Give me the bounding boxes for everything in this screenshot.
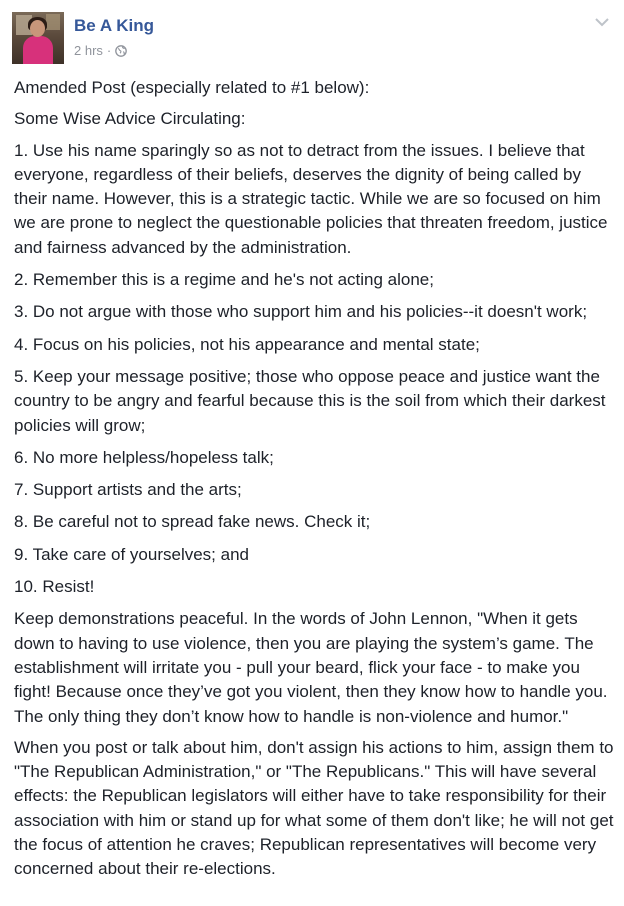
avatar[interactable] bbox=[12, 12, 64, 64]
advice-item-2: 2. Remember this is a regime and he's not acting alone; bbox=[14, 270, 434, 290]
advice-item-6: 6. No more helpless/hopeless talk; bbox=[14, 447, 274, 467]
meta-separator: · bbox=[106, 43, 112, 58]
advice-item-3: 3. Do not argue with those who support him and his policies--it doesn't work; bbox=[14, 302, 588, 322]
final-paragraph: When you post or talk about him, don't assign his actions to him, assign them to "The Republican Administration," or "The Republicans." This will have several effects: the Republican legislators will either have to take responsibility for their association with him or stand up for what some of them don't like; he will not get the focus of attention he craves; Republican representatives will become very concerned about their re-elections. bbox=[14, 737, 614, 879]
advice-item-1: 1. Use his name sparingly so as not to detract from the issues. I believe that everyone, regardless of their beliefs, deserves the dignity of being called by their name. However, this is a strategic tactic. While we are so focused on him we are prone to neglect the questionable policies that threaten freedom, justice and fairness advanced by the administration. bbox=[14, 140, 608, 257]
post-header bbox=[12, 12, 612, 64]
post-timestamp[interactable]: 2 hrs bbox=[74, 43, 103, 58]
advice-item-4: 4. Focus on his policies, not his appearance and mental state; bbox=[14, 334, 480, 354]
post-subtitle: Some Wise Advice Circulating: bbox=[14, 109, 246, 129]
advice-item-10: 10. Resist! bbox=[14, 577, 95, 597]
post-meta bbox=[74, 43, 127, 58]
advice-item-5: 5. Keep your message positive; those who oppose peace and justice want the country to be angry and fearful because this is the soil from which their darkest policies will grow; bbox=[14, 366, 606, 435]
advice-item-8: 8. Be careful not to spread fake news. Check it; bbox=[14, 512, 371, 532]
post-body bbox=[14, 76, 614, 889]
advice-item-9: 9. Take care of yourselves; and bbox=[14, 544, 249, 564]
globe-icon[interactable] bbox=[115, 45, 127, 57]
advice-item-7: 7. Support artists and the arts; bbox=[14, 480, 242, 500]
post-intro: Amended Post (especially related to #1 below): bbox=[14, 78, 370, 97]
lennon-paragraph: Keep demonstrations peaceful. In the words of John Lennon, "When it gets down to having to use violence, then you are playing the system’s game. The establishment will irritate you - pull your beard, flick your face - to make you fight! Because once they’ve got you violent, then they know how to handle you. The only thing they don’t know how to handle is non-violence and humor." bbox=[14, 609, 608, 726]
chevron-down-icon[interactable] bbox=[594, 16, 610, 28]
author-name[interactable]: Be A King bbox=[74, 16, 154, 35]
